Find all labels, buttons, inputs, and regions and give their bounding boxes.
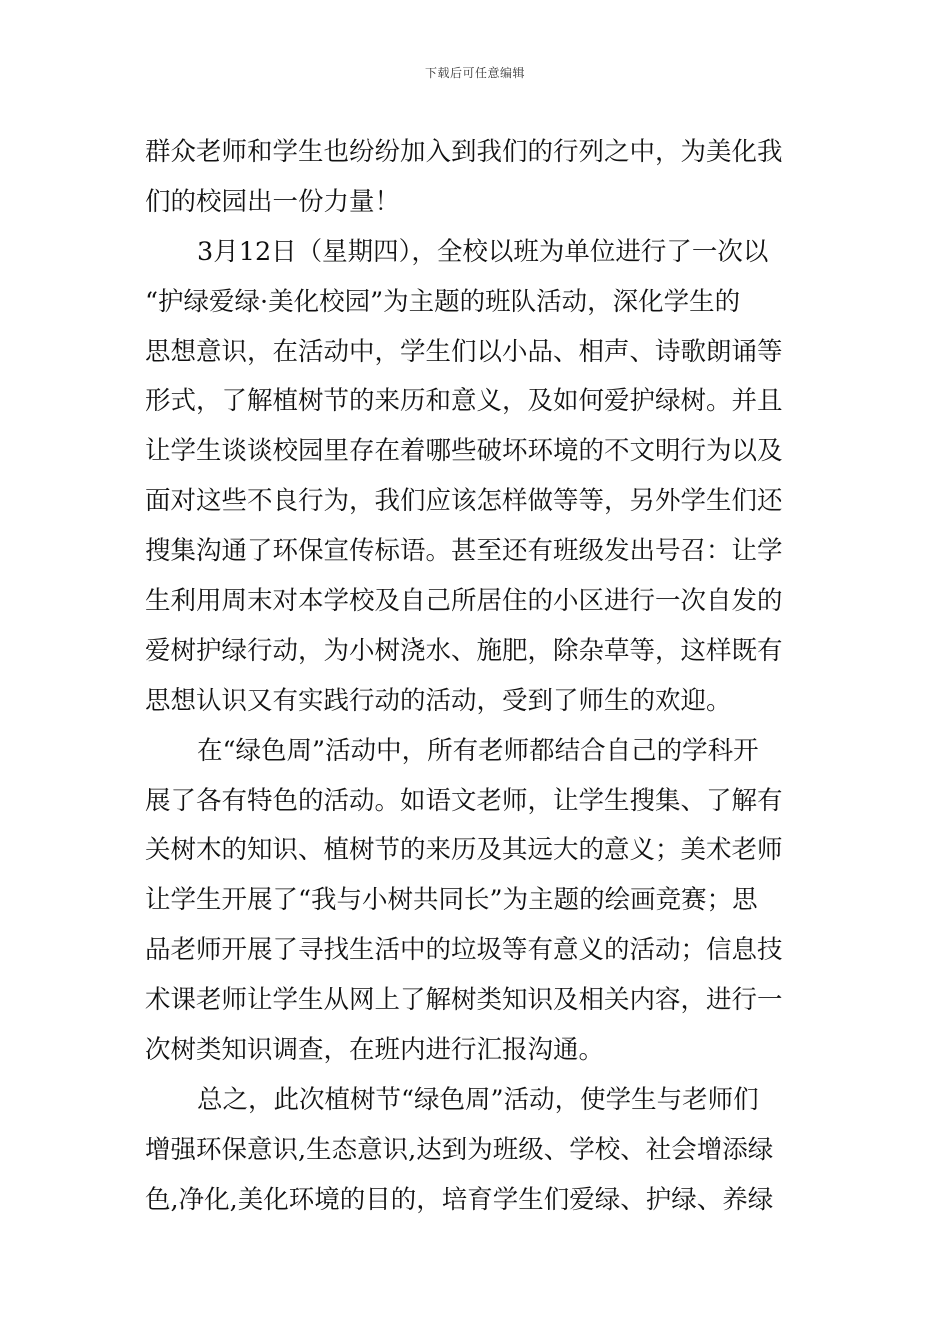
text-line: 次树类知识调查，在班内进行汇报沟通。: [145, 1035, 605, 1066]
document-body: [145, 128, 810, 1226]
text-line: 总之，此次植树节“绿色周”活动，使学生与老师们: [197, 1084, 759, 1115]
text-line: 3月12日（星期四），全校以班为单位进行了一次以: [197, 236, 769, 267]
text-line: 色,净化,美化环境的目的，培育学生们爱绿、护绿、养绿: [145, 1184, 774, 1215]
text-line: 让学生谈谈校园里存在着哪些破坏环境的不文明行为以及: [145, 436, 783, 467]
text-line: 展了各有特色的活动。如语文老师，让学生搜集、了解有: [145, 785, 783, 816]
text-line: 思想认识又有实践行动的活动，受到了师生的欢迎。: [145, 685, 732, 716]
text-line: “护绿爱绿·美化校园”为主题的班队活动，深化学生的: [145, 286, 741, 317]
text-line: 品老师开展了寻找生活中的垃圾等有意义的活动；信息技: [145, 935, 783, 966]
text-line: 思想意识，在活动中，学生们以小品、相声、诗歌朗诵等: [145, 336, 783, 367]
text-line: 面对这些不良行为，我们应该怎样做等等，另外学生们还: [145, 486, 783, 517]
text-line: 爱树护绿行动，为小树浇水、施肥，除杂草等，这样既有: [145, 635, 783, 666]
text-line: 关树木的知识、植树节的来历及其远大的意义；美术老师: [145, 835, 783, 866]
text-line: 增强环保意识,生态意识,达到为班级、学校、社会增添绿: [145, 1134, 774, 1165]
text-line: 们的校园出一份力量！: [145, 186, 401, 217]
text-line: 形式，了解植树节的来历和意义，及如何爱护绿树。并且: [145, 386, 783, 417]
text-line: 让学生开展了“我与小树共同长”为主题的绘画竞赛；思: [145, 885, 758, 916]
text-line: 群众老师和学生也纷纷加入到我们的行列之中，为美化我: [145, 137, 783, 167]
page-header: 下载后可任意编辑: [424, 66, 525, 80]
text-line: 术课老师让学生从网上了解树类知识及相关内容，进行一: [145, 985, 783, 1016]
text-line: 在“绿色周”活动中，所有老师都结合自己的学科开: [197, 735, 759, 766]
text-line: 生利用周末对本学校及自己所居住的小区进行一次自发的: [145, 586, 783, 617]
text-line: 搜集沟通了环保宣传标语。甚至还有班级发出号召：让学: [145, 536, 783, 567]
